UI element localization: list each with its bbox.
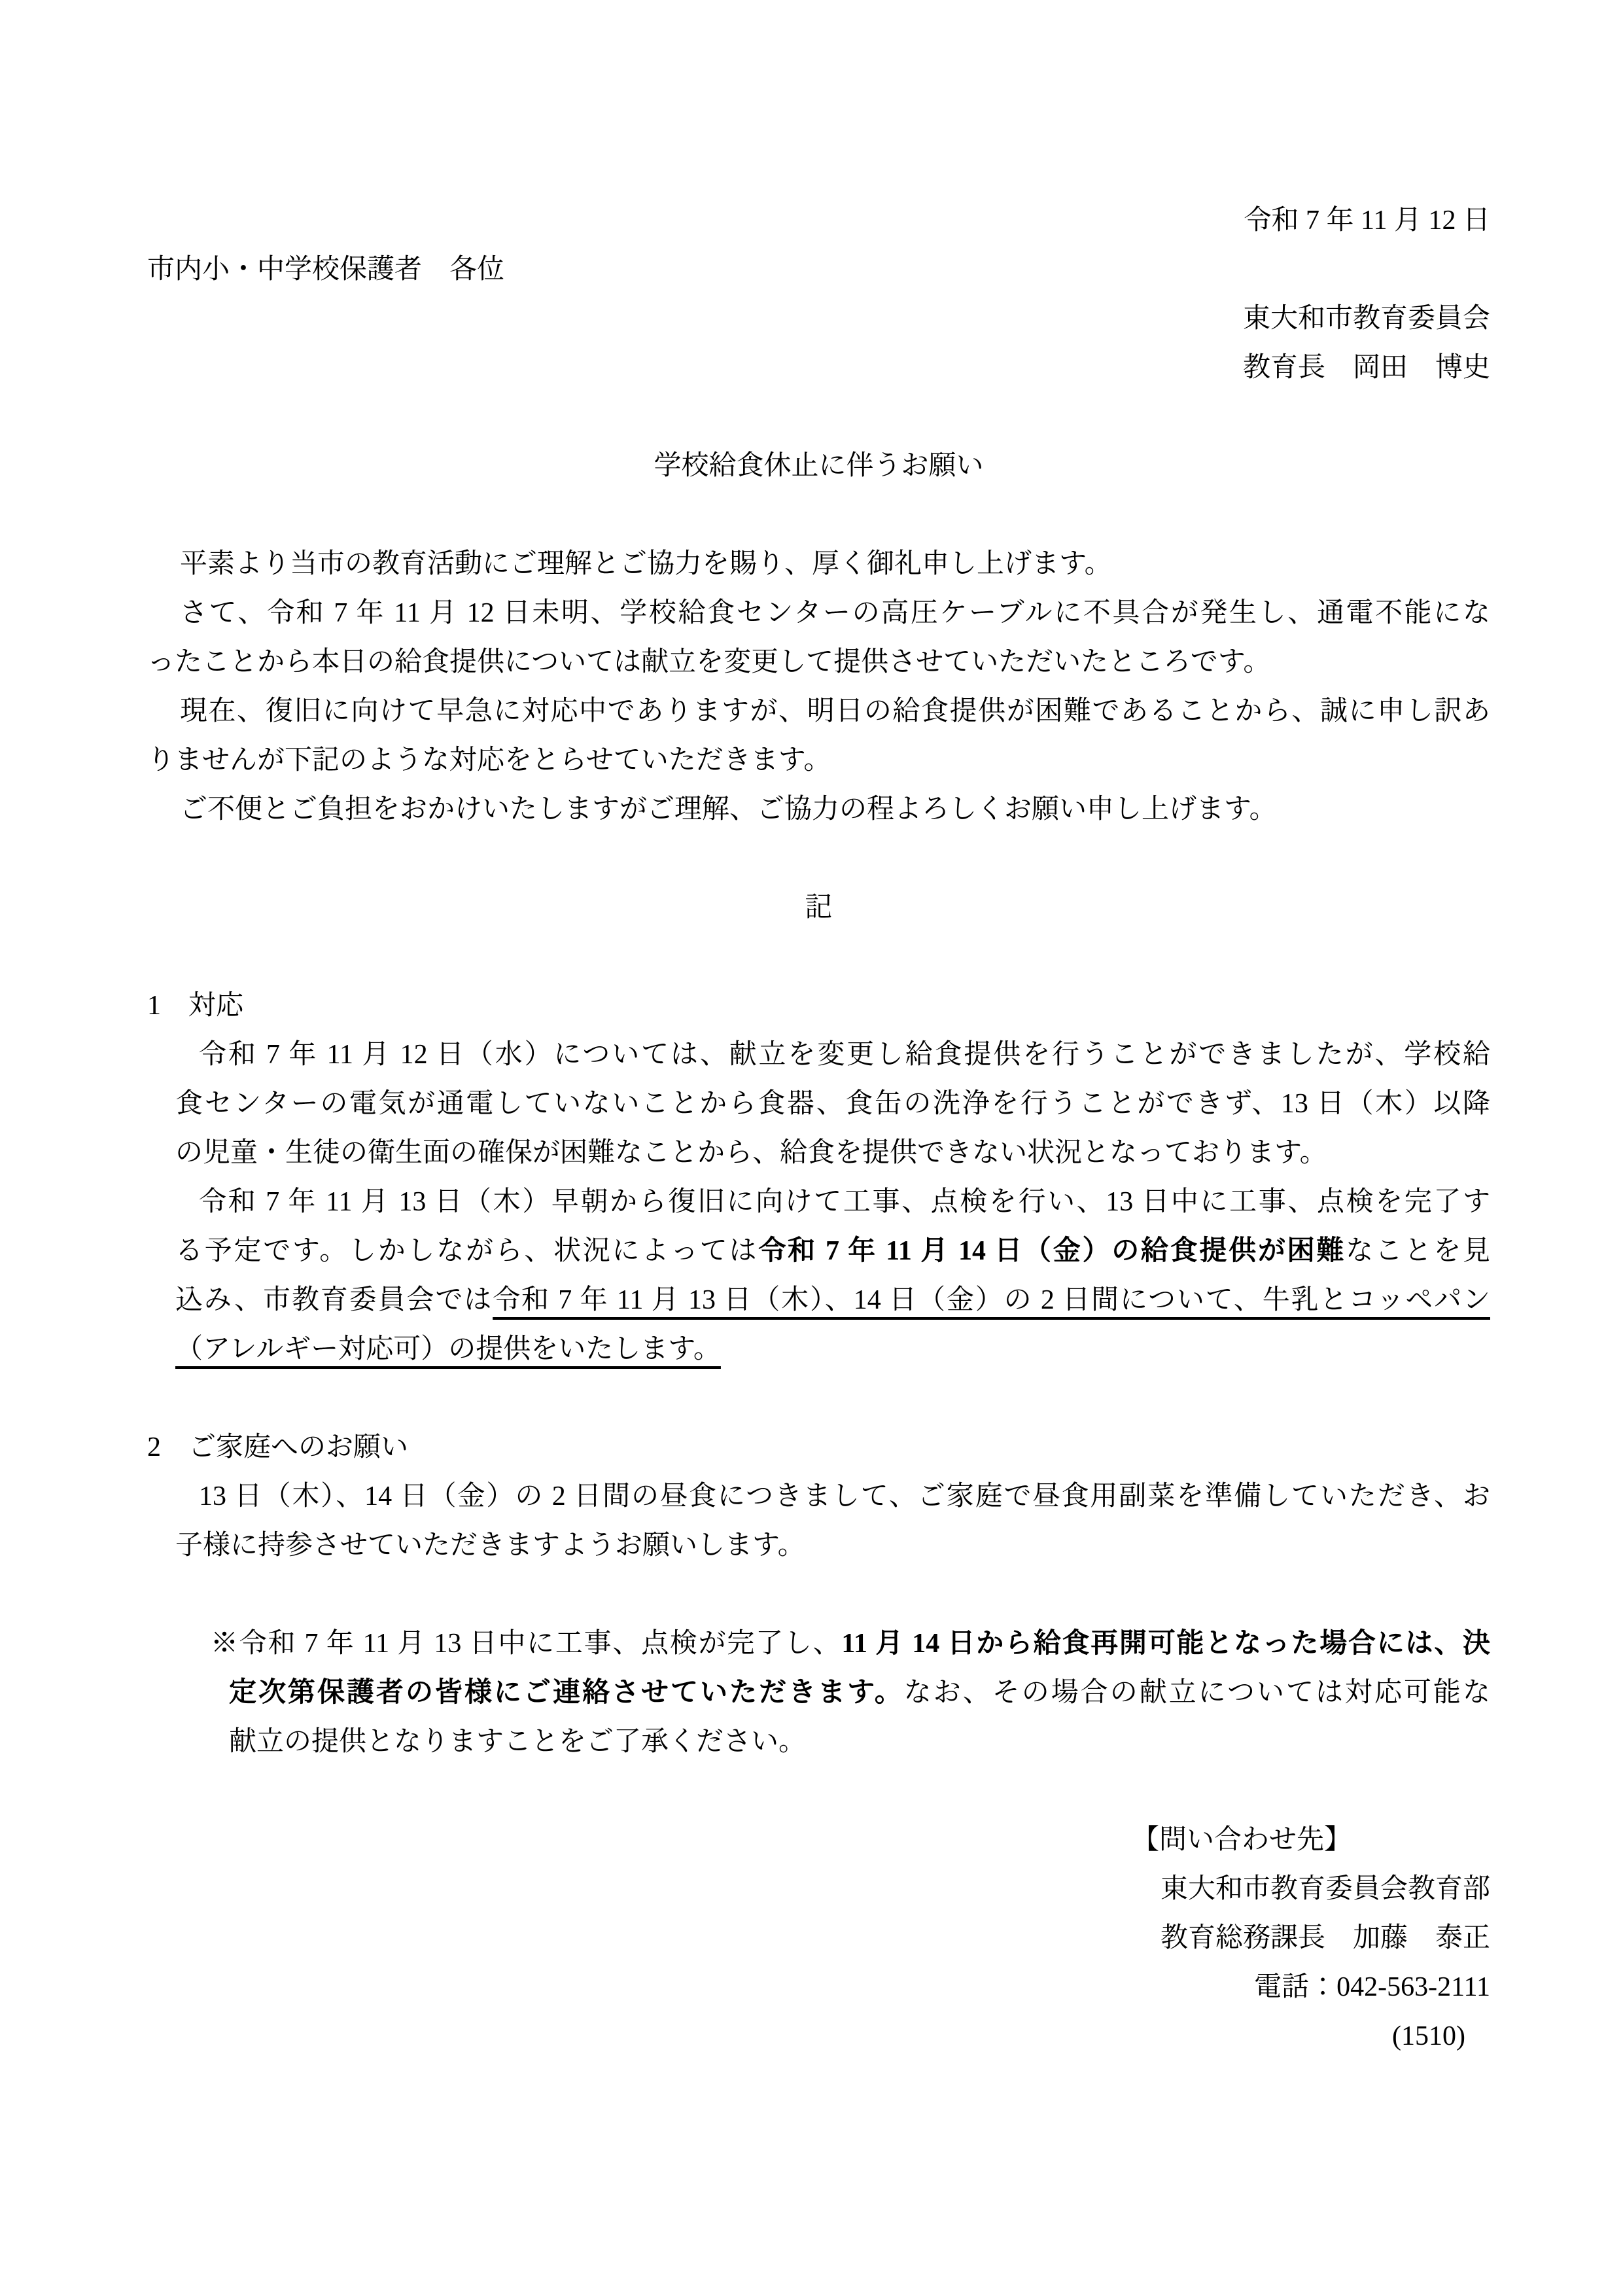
blank-line bbox=[147, 393, 1490, 442]
contact-code-line: (1510) bbox=[1392, 2021, 1465, 2051]
greeting-line-4: 現在、復旧に向けて早急に対応中でありますが、明日の給食提供が困難であることから、誠に申し訳あ bbox=[180, 696, 1490, 726]
underlined-text: 令和 7 年 11 月 13 日（木）、14 日（金）の 2 日間について、牛乳とコッペパン bbox=[493, 1285, 1490, 1315]
greeting-line-1: 平素より当市の教育活動にご理解とご協力を賜り、厚く御礼申し上げます。 bbox=[180, 549, 1112, 579]
greeting-line-2: さて、令和 7 年 11 月 12 日未明、学校給食センターの高圧ケーブルに不具合が発生し、通電不能にな bbox=[180, 598, 1490, 628]
section2-heading: 2 ご家庭へのお願い bbox=[147, 1432, 409, 1462]
note-line-3: 献立の提供となりますことをご了承ください。 bbox=[229, 1727, 807, 1757]
note-bold-text-continuation: 定次第保護者の皆様にご連絡させていただきます。 bbox=[229, 1678, 904, 1708]
contact-tel-line: 電話：042-563-2111 bbox=[1254, 1972, 1490, 2002]
section1-heading: 1 対応 bbox=[147, 991, 244, 1021]
greeting-line-5: りませんが下記のような対応をとらせていただきます。 bbox=[147, 745, 831, 775]
blank-line bbox=[147, 834, 1490, 883]
section1-line-3: の児童・生徒の衛生面の確保が困難なことから、給食を提供できない状況となっております。 bbox=[175, 1138, 1327, 1168]
section1-line-6 bbox=[147, 1276, 1490, 1325]
letter-body bbox=[147, 196, 1490, 2061]
blank-line bbox=[147, 491, 1490, 540]
ki-marker: 記 bbox=[805, 892, 833, 923]
note-line-1-regular: ※令和 7 年 11 月 13 日中に工事、点検が完了し、 bbox=[211, 1629, 842, 1659]
sender-person-line: 教育長 岡田 博史 bbox=[1242, 353, 1490, 383]
document-title: 学校給食休止に伴うお願い bbox=[654, 451, 984, 481]
section1-line-6-regular: 込み、市教育委員会では bbox=[175, 1285, 493, 1315]
note-line-2 bbox=[147, 1669, 1490, 1718]
blank-line bbox=[147, 1570, 1490, 1619]
contact-person-line: 教育総務課長 加藤 泰正 bbox=[1160, 1923, 1490, 1953]
contact-org-line: 東大和市教育委員会教育部 bbox=[1160, 1874, 1490, 1904]
note-line-2-regular: なお、その場合の献立については対応可能な bbox=[903, 1678, 1490, 1708]
section1-line-4: 令和 7 年 11 月 13 日（木）早朝から復旧に向けて工事、点検を行い、13 日中に工事、点検を完了す bbox=[199, 1187, 1490, 1217]
note-bold-text: 11 月 14 日から給食再開可能となった場合には、決 bbox=[841, 1629, 1490, 1659]
section1-line-5-regular: る予定です。しかしながら、状況によっては bbox=[175, 1236, 759, 1266]
contact-heading: 【問い合わせ先】 bbox=[1131, 1825, 1352, 1855]
section1-line-2: 食センターの電気が通電していないことから食器、食缶の洗浄を行うことができず、13 日（木）以降 bbox=[175, 1089, 1490, 1119]
blank-line bbox=[147, 1767, 1490, 1816]
blank-line bbox=[147, 932, 1490, 981]
date-line: 令和 7 年 11 月 12 日 bbox=[1244, 205, 1490, 236]
section1-line-5-regular-tail: なことを見 bbox=[1346, 1236, 1490, 1266]
blank-line bbox=[147, 1374, 1490, 1423]
sender-org-line: 東大和市教育委員会 bbox=[1242, 304, 1490, 334]
emphasis-bold-text: 令和 7 年 11 月 14 日（金）の給食提供が困難 bbox=[758, 1236, 1346, 1266]
underlined-text-continuation: （アレルギー対応可）の提供をいたします。 bbox=[175, 1334, 721, 1364]
section2-line-1: 13 日（木）、14 日（金）の 2 日間の昼食につきまして、ご家庭で昼食用副菜を準備していただき、お bbox=[199, 1481, 1490, 1511]
greeting-line-3: ったことから本日の給食提供については献立を変更して提供させていただいたところです。 bbox=[147, 647, 1271, 677]
note-line-1 bbox=[147, 1619, 1490, 1669]
greeting-line-6: ご不便とご負担をおかけいたしますがご理解、ご協力の程よろしくお願い申し上げます。 bbox=[180, 794, 1277, 824]
section2-line-2: 子様に持参させていただきますようお願いします。 bbox=[175, 1530, 805, 1561]
addressee-line: 市内小・中学校保護者 各位 bbox=[147, 255, 505, 285]
section1-line-5 bbox=[147, 1227, 1490, 1276]
section1-line-7 bbox=[147, 1325, 1490, 1374]
section1-line-1: 令和 7 年 11 月 12 日（水）については、献立を変更し給食提供を行うことができましたが、学校給 bbox=[199, 1040, 1490, 1070]
